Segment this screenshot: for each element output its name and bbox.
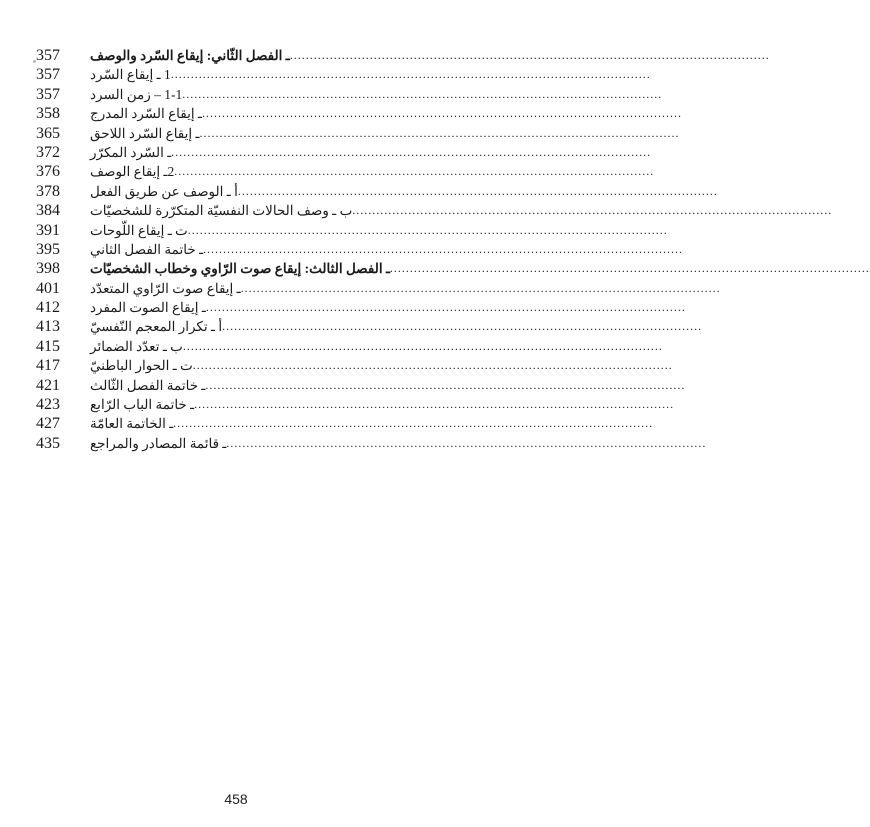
toc-entry-title: ت ـ إيقاع اللّوحات: [90, 222, 188, 238]
toc-page-number: 398: [36, 260, 60, 278]
toc-page-number: 357: [36, 85, 60, 103]
toc-page-number: 427: [36, 415, 60, 433]
toc-entry-line: [86, 143, 652, 162]
dot-leader: ........................................................................................................................: [205, 300, 686, 315]
toc-entry-title: ـ خاتمة الفصل الثّالث: [90, 377, 206, 393]
toc-entry: [36, 395, 675, 414]
dot-leader: ........................................................................................................................: [201, 106, 682, 121]
toc-page-number: 415: [36, 337, 60, 355]
toc-entry-line: [86, 162, 655, 181]
toc-entry-line: [86, 434, 707, 453]
toc-entry: [36, 201, 833, 220]
toc-entry-line: [86, 337, 663, 356]
toc-entry-line: [86, 201, 833, 220]
toc-page-number: 357: [36, 66, 60, 84]
toc-entry: [36, 376, 686, 395]
toc-entry: [36, 240, 684, 259]
toc-entry-line: [86, 221, 668, 240]
toc-page-number: 358: [36, 105, 60, 123]
toc-entry: [36, 85, 663, 104]
toc-entry-line: [86, 395, 675, 414]
toc-entry-title: أ ـ الوصف عن طريق الفعل: [90, 183, 238, 199]
toc-entry: [36, 124, 680, 143]
toc-entry: [36, 259, 870, 278]
toc-entry-line: [86, 298, 686, 317]
toc-entry-title: 1-1 – زمن السرد: [90, 86, 183, 102]
toc-entry-line: [86, 414, 654, 433]
dot-leader: ........................................................................................................................: [187, 222, 668, 237]
toc-entry-line: [86, 356, 673, 375]
toc-page-number: 376: [36, 163, 60, 181]
toc-entry-title: 2ـ إيقاع الوصف: [90, 164, 175, 180]
toc-entry: [36, 182, 718, 201]
toc-entry: [36, 414, 654, 433]
toc-entry-title: ـ خاتمة الفصل الثاني: [90, 241, 204, 257]
dot-leader: ........................................................................................................................: [205, 377, 686, 392]
toc-entry-line: [86, 65, 651, 84]
dot-leader: ........................................................................................................................: [192, 358, 673, 373]
toc-entry-title: ـ إيقاع صوت الرّاوي المتعدّد: [90, 280, 241, 296]
toc-entry-line: [86, 259, 870, 278]
dot-leader: ........................................................................................................................: [389, 261, 870, 276]
toc-entry: [36, 356, 673, 375]
toc-entry-title: ـ السّرد المكرّر: [90, 144, 172, 160]
toc-entry: [36, 46, 770, 65]
toc-entry: [36, 162, 655, 181]
toc-entry: [36, 143, 652, 162]
dot-leader: ........................................................................................................................: [226, 435, 707, 450]
toc-page-number: 401: [36, 279, 60, 297]
toc-entry: [36, 337, 663, 356]
dot-leader: ........................................................................................................................: [194, 397, 675, 412]
dot-leader: ........................................................................................................................: [222, 319, 703, 334]
toc-entry-line: [86, 182, 718, 201]
toc-page-number: 391: [36, 221, 60, 239]
toc-entry: [36, 434, 707, 453]
toc-entry: [36, 298, 686, 317]
dot-leader: ........................................................................................................................: [182, 86, 663, 101]
toc-entry: [36, 104, 682, 123]
toc-entry-title: ـ إيقاع الصوت المفرد: [90, 300, 206, 316]
toc-page-number: 395: [36, 240, 60, 258]
dot-leader: ........................................................................................................................: [199, 125, 680, 140]
toc-page-number: 435: [36, 434, 60, 452]
toc-entry-line: [86, 124, 680, 143]
dot-leader: ........................................................................................................................: [173, 416, 654, 431]
dot-leader: ........................................................................................................................: [171, 144, 652, 159]
table-of-contents: [36, 46, 870, 453]
toc-page-number: 357: [36, 47, 60, 64]
toc-page-number: 417: [36, 357, 60, 375]
toc-page-number: 384: [36, 202, 60, 220]
toc-entry: [36, 65, 651, 84]
toc-entry-title: ب ـ وصف الحالات النفسيّة المتكرّرة للشخصيّات: [90, 203, 353, 219]
toc-page-number: 423: [36, 396, 60, 414]
toc-page-number: 365: [36, 124, 60, 142]
toc-entry-title: ـ إيقاع السّرد اللاحق: [90, 125, 200, 141]
toc-entry-line: [86, 376, 686, 395]
toc-entry-title: ـ قائمة المصادر والمراجع: [90, 435, 227, 451]
toc-page-number: 412: [36, 299, 60, 317]
toc-page-number: 378: [36, 182, 60, 200]
toc-entry: [36, 221, 668, 240]
dot-leader: ........................................................................................................................: [182, 338, 663, 353]
toc-entry: [36, 279, 721, 298]
dot-leader: ........................................................................................................................: [289, 48, 770, 62]
toc-entry-line: [86, 104, 682, 123]
toc-entry-title: ب ـ تعدّد الضمائر: [90, 338, 183, 354]
toc-entry-line: [86, 240, 684, 259]
dot-leader: ........................................................................................................................: [170, 67, 651, 82]
dot-leader: ........................................................................................................................: [352, 203, 833, 218]
toc-entry-title: ـ خاتمة الباب الرّابع: [90, 397, 195, 413]
toc-page-number: 413: [36, 318, 60, 336]
toc-entry-title: ـ الخاتمة العامّة: [90, 416, 174, 432]
toc-entry-line: [86, 317, 703, 336]
dot-leader: ........................................................................................................................: [240, 280, 721, 295]
dot-leader: ........................................................................................................................: [203, 241, 684, 256]
toc-entry-title: ـ إيقاع السّرد المدرج: [90, 106, 202, 122]
toc-page-number: 372: [36, 143, 60, 161]
toc-entry-title: ت ـ الحوار الباطنيّ: [90, 358, 193, 374]
toc-entry-line: [86, 279, 721, 298]
dot-leader: ........................................................................................................................: [174, 164, 655, 179]
toc-entry-title: ـ الفصل الثّاني: إيقاع السّرد والوصف: [90, 48, 290, 63]
toc-entry-title: 1 ـ إيقاع السّرد: [90, 67, 171, 83]
toc-entry-line: [86, 46, 770, 65]
toc-entry: [36, 317, 703, 336]
dot-leader: ........................................................................................................................: [237, 183, 718, 198]
toc-entry-title: أ ـ تكرار المعجم النّفسيّ: [90, 319, 223, 335]
toc-entry-title: ـ الفصل الثالث: إيقاع صوت الرّاوي وخطاب الشخصيّات: [90, 261, 390, 277]
toc-page-number: 421: [36, 376, 60, 394]
page-number: 458: [224, 791, 248, 807]
toc-entry-line: [86, 85, 663, 104]
